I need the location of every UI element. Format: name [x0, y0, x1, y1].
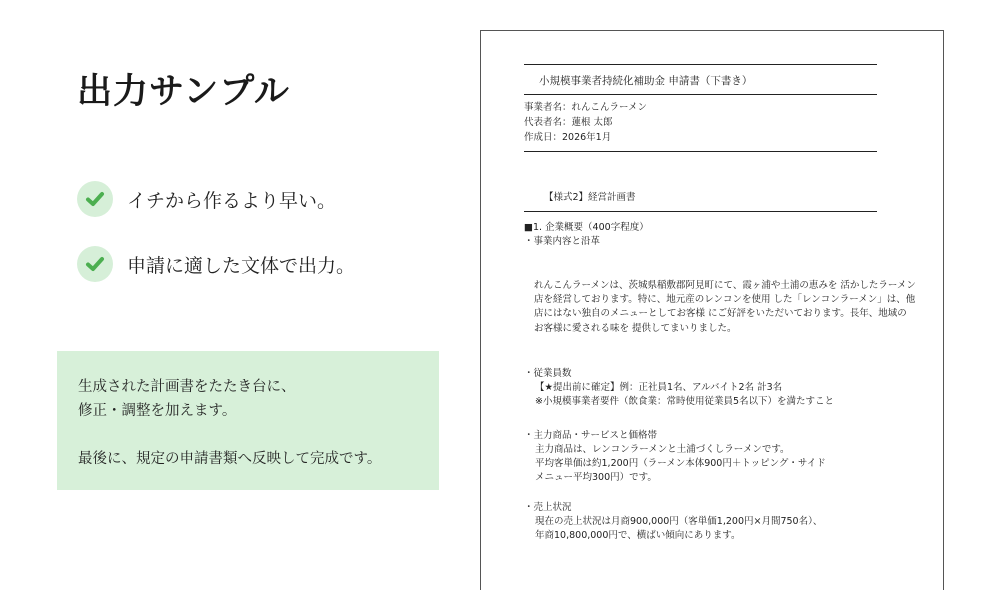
subsection-heading: ・主力商品・サービスと価格帯 [524, 430, 658, 441]
subsection-heading: ・売上状況 [524, 502, 572, 513]
divider [524, 151, 877, 152]
body-line: 平均客単価は約1,200円（ラーメン本体900円＋トッピング・サイド [535, 458, 826, 469]
body-line: メニュー平均300円）です。 [535, 472, 657, 483]
feature-label: イチから作るより早い。 [127, 189, 337, 212]
subsection-heading: ・事業内容と沿革 [524, 236, 601, 247]
divider [524, 211, 877, 212]
business-name: 事業者名：れんこんラーメン [524, 102, 648, 113]
form-title: 【様式2】経営計画書 [544, 192, 636, 203]
sales-section [524, 501, 822, 543]
section-heading: ■1. 企業概要（400字程度） [524, 222, 649, 233]
check-circle-icon [77, 181, 113, 217]
feature-item [77, 245, 355, 283]
body-line: 年商10,800,000円で、横ばい傾向にあります。 [535, 530, 741, 541]
body-line: 現在の売上状況は月商900,000円（客単価1,200円×月間750名）、 [535, 516, 823, 527]
created-date: 作成日：2026年1月 [524, 132, 612, 143]
business-description: れんこんラーメンは、茨城県稲敷郡阿見町にて、霞ヶ浦や土浦の恵みを 活かしたラーメン店を経営しております。特に、地元産のレンコンを使用 した「レンコンラーメン」は、他店にはない独自のメニューとしてお客様 にご好評をいただいております。長年、地域のお客様に愛される味を 提供してまいりました。 [534, 280, 916, 334]
products-section [524, 429, 826, 485]
divider [524, 94, 877, 95]
employees-section [524, 367, 834, 409]
body-line: 主力商品は、レンコンラーメンと土浦づくしラーメンです。 [535, 444, 790, 455]
document-header-title: 小規模事業者持続化補助金 申請書（下書き） [539, 75, 753, 87]
check-circle-icon [77, 246, 113, 282]
note-line: 最後に、規定の申請書類へ反映して完成です。 [78, 451, 382, 467]
body-line: 【★提出前に確定】例：正社員1名、アルバイト2名 計3名 [535, 382, 783, 393]
body-line: ※小規模事業者要件（飲食業：常時使用従業員5名以下）を満たすこと [535, 396, 835, 407]
feature-item [77, 180, 336, 218]
document-preview [480, 30, 944, 590]
note-line: 修正・調整を加えます。 [78, 403, 237, 419]
note-box [57, 351, 439, 490]
subsection-heading: ・従業員数 [524, 368, 572, 379]
representative-name: 代表者名：蓮根 太郎 [524, 117, 613, 128]
divider [524, 64, 877, 65]
feature-label: 申請に適した文体で出力。 [127, 254, 356, 277]
note-line: 生成された計画書をたたき台に、 [78, 379, 296, 395]
slide-title: 出力サンプル [77, 72, 290, 112]
